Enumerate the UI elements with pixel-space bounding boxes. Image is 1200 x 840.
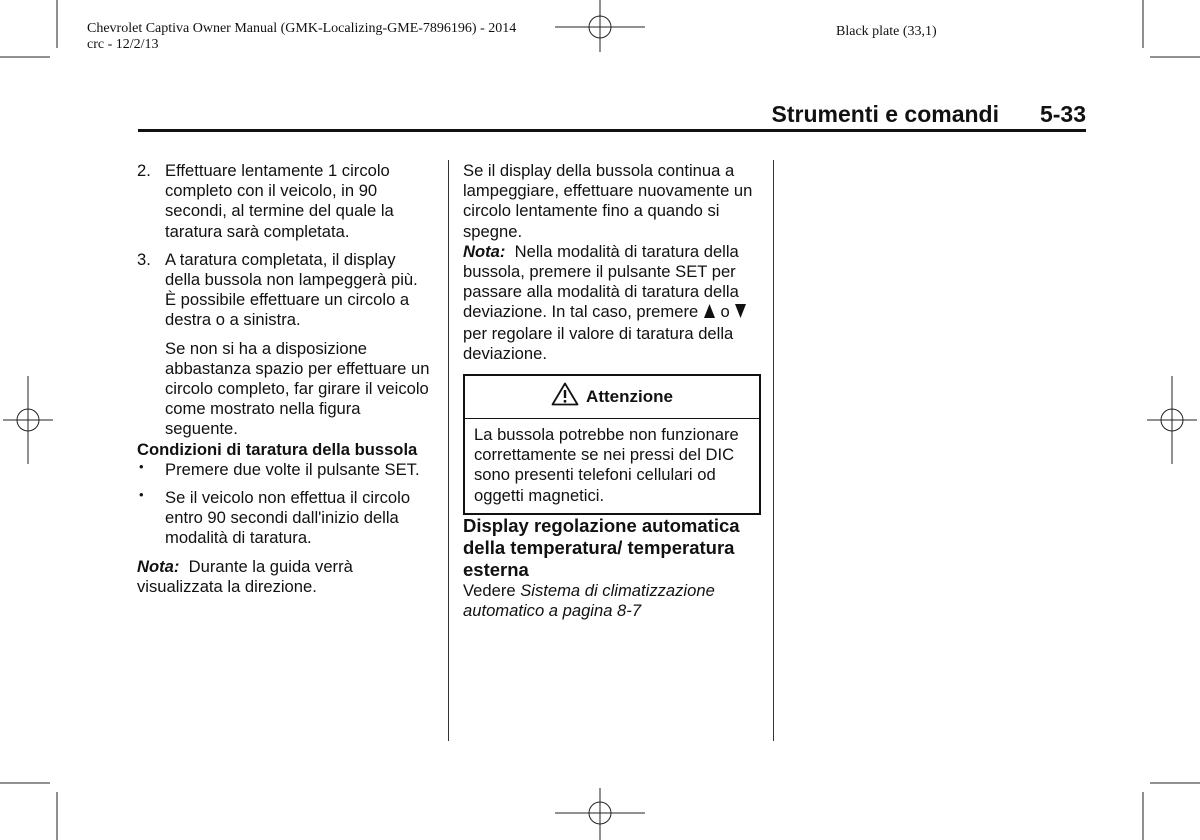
plate-info-number: Black plate (33,1)	[836, 24, 937, 39]
registration-mark	[1147, 376, 1197, 464]
subheading: Condizioni di taratura della bussola	[137, 439, 418, 459]
registration-mark	[555, 0, 645, 52]
cross-reference	[463, 581, 761, 621]
plate-info-date: crc - 12/2/13	[87, 37, 159, 52]
cross-reference-link[interactable]: Sistema di climatizzazione automatico a pagina 8-7	[463, 580, 715, 621]
step-continuation: Se non si ha a disposizione abbastanza spazio per effettuare un circolo completo, far girare il veicolo come mostrato nella figura seguente.	[165, 338, 430, 439]
note-text: Nella modalità di taratura della bussola, premere il pulsante SET per passare alla modalità di taratura della deviazione. In tal caso, premere	[463, 241, 739, 322]
list-item	[137, 488, 433, 549]
section-title: Strumenti e comandi	[771, 101, 999, 127]
plate-info-title: Chevrolet Captiva Owner Manual (GMK-Localizing-GME-7896196) - 2014	[87, 21, 517, 36]
column-divider	[773, 160, 774, 741]
warning-box	[463, 374, 761, 515]
registration-mark	[3, 376, 53, 464]
note-text-end: per regolare il valore di taratura della deviazione.	[463, 323, 734, 363]
triangle-up-icon	[704, 303, 715, 323]
note	[463, 242, 761, 364]
left-column	[137, 161, 433, 597]
running-head	[138, 101, 1086, 129]
paragraph: Se il display della bussola continua a lampeggiare, effettuare nuovamente un circolo lentamente fino a quando si spegne.	[463, 161, 753, 241]
bullet-icon: •	[139, 487, 144, 503]
warning-title: Attenzione	[586, 386, 673, 406]
note	[137, 557, 433, 597]
numbered-step	[137, 161, 433, 242]
note-label: Nota:	[137, 556, 180, 576]
step-text: Effettuare lentamente 1 circolo completo con il veicolo, in 90 secondi, al termine del quale la taratura sarà completata.	[165, 161, 394, 241]
bullet-icon: •	[139, 458, 144, 474]
list-item	[137, 460, 433, 480]
column-divider	[448, 160, 449, 741]
note-label: Nota:	[463, 241, 506, 261]
warning-text: La bussola potrebbe non funzionare correttamente se nei pressi del DIC sono presenti telefoni cellulari od oggetti magnetici.	[474, 425, 739, 505]
page-number: 5-33	[1039, 101, 1086, 127]
header-rule	[138, 129, 1086, 132]
registration-mark	[555, 788, 645, 840]
warning-triangle-icon	[551, 382, 586, 411]
middle-column	[463, 161, 761, 621]
numbered-step	[137, 250, 433, 331]
list-item-text: Se il veicolo non effettua il circolo entro 90 secondi dall'inizio della modalità di taratura.	[165, 488, 411, 548]
note-text-conjunction: o	[720, 302, 730, 322]
section-heading: Display regolazione automatica della temperatura/ temperatura esterna	[463, 514, 740, 580]
step-number: 3.	[137, 249, 151, 269]
step-number: 2.	[137, 161, 151, 180]
warning-header	[465, 376, 759, 419]
list-item-text: Premere due volte il pulsante SET.	[165, 459, 420, 479]
note-text: Durante la guida verrà visualizzata la direzione.	[137, 556, 353, 596]
cross-reference-prefix: Vedere	[463, 580, 516, 600]
step-text: A taratura completata, il display della bussola non lampeggerà più. È possibile effettuare un circolo a destra o a sinistra.	[165, 249, 418, 330]
triangle-down-icon	[735, 303, 746, 323]
